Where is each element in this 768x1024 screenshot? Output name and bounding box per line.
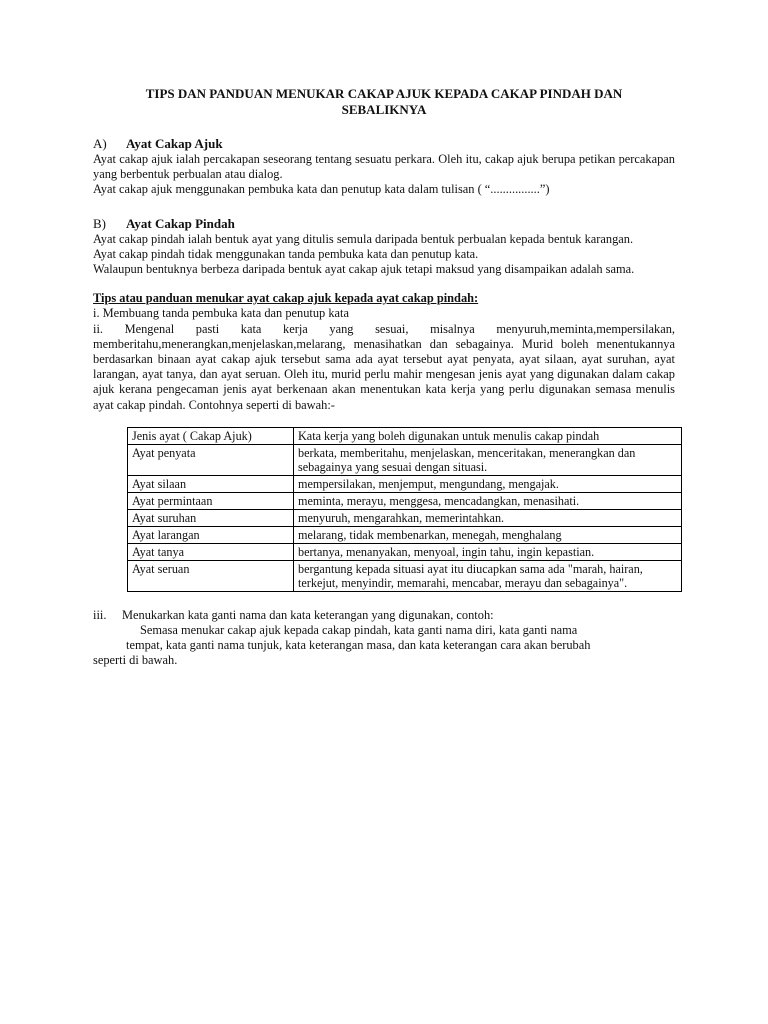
table-row <box>128 492 682 509</box>
table-row <box>128 475 682 492</box>
point-iii-text: Menukarkan kata ganti nama dan kata keterangan yang digunakan, contoh: <box>122 607 494 622</box>
table-cell-type: Ayat penyata <box>128 444 294 475</box>
tips-point-ii: ii. Mengenal pasti kata kerja yang sesuai, misalnya menyuruh,meminta,mempersilakan, memberitahu,menerangkan,menjelaskan,melarang, menasihatkan dan sebagainya. Murid boleh menentukannya berdasarkan binaan ayat cakap ajuk tersebut sama ada ayat tersebut ayat penyata, ayat silaan, ayat suruhan, ayat larangan, ayat tanya, dan ayat seruan. Oleh itu, murid perlu mahir mengesan jenis ayat yang digunakan dalam cakap ajuk kerana pengecaman jenis ayat berkenaan akan menentukan kata kerja yang perlu digunakan semasa menulis ayat cakap pindah. Contohnya seperti di bawah:- <box>93 321 675 412</box>
section-a-paragraph: Ayat cakap ajuk ialah percakapan seseorang tentang sesuatu perkara. Oleh itu, cakap ajuk berupa petikan percakapan yang berbentuk perbualan atau dialog. <box>93 152 675 182</box>
table-cell-type: Ayat suruhan <box>128 509 294 526</box>
table-cell-verbs: meminta, merayu, menggesa, mencadangkan, menasihati. <box>294 492 682 509</box>
table-cell-type: Ayat tanya <box>128 543 294 560</box>
table-cell-verbs: menyuruh, mengarahkan, memerintahkan. <box>294 509 682 526</box>
section-b-heading <box>93 216 675 232</box>
table-cell-type: Ayat silaan <box>128 475 294 492</box>
table-row <box>128 526 682 543</box>
verb-table <box>127 427 682 592</box>
table-row <box>128 444 682 475</box>
table-cell-verbs: bertanya, menanyakan, menyoal, ingin tahu, ingin kepastian. <box>294 543 682 560</box>
section-b-paragraph: Ayat cakap pindah ialah bentuk ayat yang ditulis semula daripada bentuk perbualan kepada bentuk karangan. <box>93 231 634 246</box>
section-b-paragraph: Ayat cakap pindah tidak menggunakan tanda pembuka kata dan penutup kata. <box>93 246 479 261</box>
section-a-letter: A) <box>93 136 107 151</box>
tips-heading: Tips atau panduan menukar ayat cakap ajuk kepada ayat cakap pindah: <box>93 291 479 306</box>
section-b-title: Ayat Cakap Pindah <box>126 215 235 231</box>
table-cell-type: Ayat seruan <box>128 560 294 591</box>
point-iii-number: iii. <box>93 607 107 622</box>
section-b-paragraph: Walaupun bentuknya berbeza daripada bentuk ayat cakap ajuk tetapi maksud yang disampaikan adalah sama. <box>93 262 635 277</box>
point-iii-heading <box>93 608 675 623</box>
table-cell-verbs: melarang, tidak membenarkan, menegah, menghalang <box>294 526 682 543</box>
table-cell-verbs: bergantung kepada situasi ayat itu diucapkan sama ada "marah, hairan, terkejut, menyindir, memarahi, mencabar, merayu dan sebagainya". <box>294 560 682 591</box>
table-row <box>128 543 682 560</box>
table-cell-type: Ayat permintaan <box>128 492 294 509</box>
tips-point-i: i. Membuang tanda pembuka kata dan penutup kata <box>93 306 349 321</box>
table-header-cell: Jenis ayat ( Cakap Ajuk) <box>128 427 294 444</box>
point-iii-line: tempat, kata ganti nama tunjuk, kata keterangan masa, dan kata keterangan cara akan berubah <box>126 638 591 653</box>
section-a-title: Ayat Cakap Ajuk <box>126 136 223 151</box>
section-b-letter: B) <box>93 215 106 231</box>
point-iii-line: seperti di bawah. <box>93 653 178 668</box>
section-a-paragraph: Ayat cakap ajuk menggunakan pembuka kata dan penutup kata dalam tulisan ( “................”) <box>93 182 550 197</box>
table-cell-verbs: mempersilakan, menjemput, mengundang, mengajak. <box>294 475 682 492</box>
document-page <box>93 86 675 669</box>
table-cell-verbs: berkata, memberitahu, menjelaskan, menceritakan, menerangkan dan sebagainya yang sesuai dengan situasi. <box>294 444 682 475</box>
table-row <box>128 509 682 526</box>
table-header-cell: Kata kerja yang boleh digunakan untuk menulis cakap pindah <box>294 427 682 444</box>
section-a-heading <box>93 136 675 152</box>
table-cell-type: Ayat larangan <box>128 526 294 543</box>
table-row <box>128 560 682 591</box>
table-header-row <box>128 427 682 444</box>
point-iii-line: Semasa menukar cakap ajuk kepada cakap pindah, kata ganti nama diri, kata ganti nama <box>140 623 578 638</box>
document-title: TIPS DAN PANDUAN MENUKAR CAKAP AJUK KEPADA CAKAP PINDAH DAN SEBALIKNYA <box>145 86 623 117</box>
